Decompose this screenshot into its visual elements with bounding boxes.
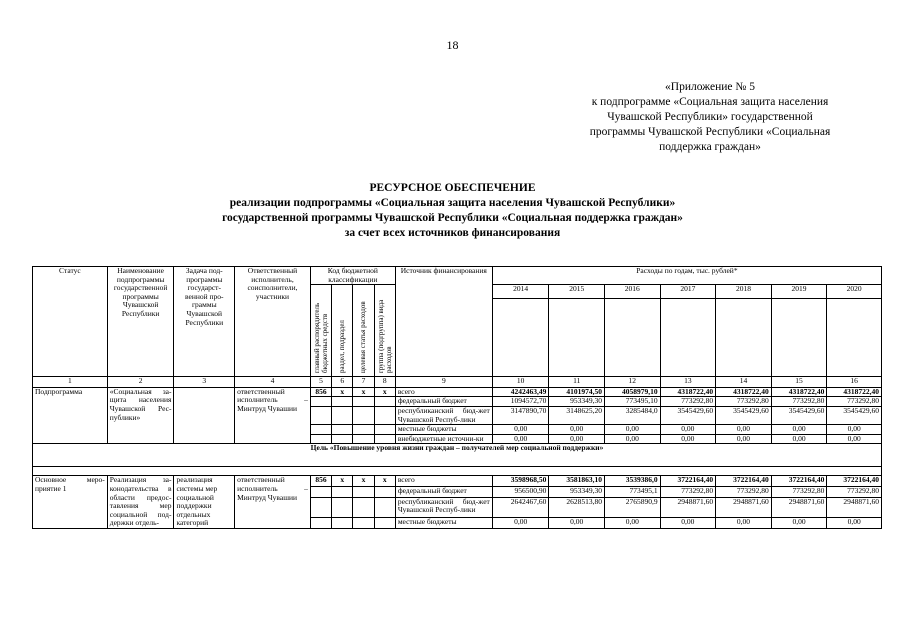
source-cell: всего (395, 387, 492, 397)
value-cell: 2628513,80 (549, 497, 605, 517)
appendix-line: программы Чувашской Республики «Социальная (589, 126, 831, 138)
code-cell (310, 434, 331, 444)
header-year-space (716, 298, 772, 376)
header-year: 2020 (827, 285, 882, 299)
code-cell: x (353, 387, 374, 397)
value-cell: 0,00 (605, 425, 661, 435)
header-year: 2018 (716, 285, 772, 299)
table-row (33, 476, 882, 487)
value-cell: 4318722,40 (716, 387, 772, 397)
code-cell (353, 434, 374, 444)
code-cell (332, 497, 353, 517)
header-status: Статус (33, 267, 108, 377)
code-cell (374, 497, 395, 517)
code-cell (310, 406, 331, 424)
code-cell (353, 397, 374, 407)
code-cell: x (374, 387, 395, 397)
appendix-line: к подпрограмме «Социальная защита населения (591, 96, 829, 108)
value-cell: 773495,1 (605, 487, 661, 498)
value-cell: 3545429,60 (660, 406, 716, 424)
value-cell: 2948871,60 (827, 497, 882, 517)
code-cell (353, 487, 374, 498)
code-cell (310, 425, 331, 435)
value-cell: 3148625,20 (549, 406, 605, 424)
column-number: 3 (174, 376, 235, 387)
code-cell (310, 397, 331, 407)
value-cell: 0,00 (660, 425, 716, 435)
title-line: РЕСУРСНОЕ ОБЕСПЕЧЕНИЕ (369, 182, 536, 194)
header-code-article (353, 285, 374, 377)
header-year-space (660, 298, 716, 376)
code-cell (353, 518, 374, 529)
code-cell (310, 497, 331, 517)
value-cell: 0,00 (492, 518, 549, 529)
source-cell: местные бюджеты (395, 425, 492, 435)
source-cell: местные бюджеты (395, 518, 492, 529)
value-cell: 2948871,60 (771, 497, 827, 517)
value-cell: 3722164,40 (827, 476, 882, 487)
value-cell: 0,00 (771, 434, 827, 444)
header-year: 2016 (605, 285, 661, 299)
header-year: 2017 (660, 285, 716, 299)
value-cell: 0,00 (605, 434, 661, 444)
code-cell (310, 487, 331, 498)
header-name: Наименование подпрограммы государственной программы Чувашской Республики (107, 267, 174, 377)
header-year-space (827, 298, 882, 376)
value-cell: 3545429,60 (771, 406, 827, 424)
code-cell (332, 434, 353, 444)
document-title (0, 181, 905, 241)
value-cell: 3598968,50 (492, 476, 549, 487)
value-cell: 0,00 (771, 425, 827, 435)
header-code-article-label: целевая статья расходов (359, 301, 368, 374)
code-cell (353, 425, 374, 435)
value-cell: 0,00 (660, 518, 716, 529)
source-cell: республиканский бюд-жет Чувашской Респуб-лики (395, 497, 492, 517)
spacer-row (33, 467, 882, 476)
measure-name: Реализация за-конодательства в области предос-тавления мер социальной под-держки отдель- (107, 476, 174, 529)
header-expenses: Расходы по годам, тыс. рублей* (492, 267, 881, 285)
column-number: 15 (771, 376, 827, 387)
goal-text: Цель «Повышение уровня жизни граждан – получателей мер социальной поддержки» (33, 444, 882, 467)
page-number: 18 (446, 38, 459, 52)
header-code-group-label: группа (подгруппа) вида расходов (376, 299, 393, 374)
value-cell: 2642467,60 (492, 497, 549, 517)
header-executor: Ответственный исполнитель, соисполнители, участники (235, 267, 311, 377)
column-number: 5 (310, 376, 331, 387)
column-number: 10 (492, 376, 549, 387)
column-number: 16 (827, 376, 882, 387)
source-cell: федеральный бюджет (395, 397, 492, 407)
appendix-note (560, 80, 860, 155)
header-task: Задача под-программы государст-венной про-граммы Чувашской Республики (174, 267, 235, 377)
column-number: 8 (374, 376, 395, 387)
header-year: 2019 (771, 285, 827, 299)
code-cell: x (374, 476, 395, 487)
header-code-section-label: раздел, подраздел (338, 320, 347, 374)
value-cell: 3539386,0 (605, 476, 661, 487)
value-cell: 956500,90 (492, 487, 549, 498)
value-cell: 3285484,0 (605, 406, 661, 424)
value-cell: 4058979,10 (605, 387, 661, 397)
value-cell: 4318722,40 (660, 387, 716, 397)
column-number: 7 (353, 376, 374, 387)
value-cell: 773292,80 (716, 487, 772, 498)
code-cell (353, 497, 374, 517)
header-year: 2015 (549, 285, 605, 299)
value-cell: 953349,30 (549, 487, 605, 498)
header-code-section (332, 285, 353, 377)
value-cell: 0,00 (660, 434, 716, 444)
code-cell: 856 (310, 387, 331, 397)
code-cell: x (332, 476, 353, 487)
value-cell: 773292,80 (827, 397, 882, 407)
value-cell: 0,00 (605, 518, 661, 529)
value-cell: 0,00 (492, 434, 549, 444)
value-cell: 0,00 (549, 518, 605, 529)
code-cell (374, 434, 395, 444)
value-cell: 3722164,40 (660, 476, 716, 487)
value-cell: 773292,80 (771, 487, 827, 498)
header-year-space (492, 298, 549, 376)
value-cell: 773292,80 (660, 487, 716, 498)
code-cell: x (332, 387, 353, 397)
source-cell: республиканский бюд-жет Чувашской Респуб-лики (395, 406, 492, 424)
value-cell: 0,00 (549, 434, 605, 444)
header-source: Источник финансирования (395, 267, 492, 377)
value-cell: 1094572,70 (492, 397, 549, 407)
value-cell: 2765890,9 (605, 497, 661, 517)
title-line: государственной программы Чувашской Республики «Социальная поддержка граждан» (222, 212, 683, 224)
value-cell: 3722164,40 (771, 476, 827, 487)
value-cell: 4318722,40 (827, 387, 882, 397)
code-cell (374, 406, 395, 424)
value-cell: 3545429,60 (827, 406, 882, 424)
code-cell (374, 518, 395, 529)
code-cell (332, 518, 353, 529)
value-cell: 773292,80 (771, 397, 827, 407)
value-cell: 4242463,49 (492, 387, 549, 397)
header-code-grbs (310, 285, 331, 377)
appendix-line: поддержка граждан» (659, 141, 761, 153)
value-cell: 773495,10 (605, 397, 661, 407)
value-cell: 0,00 (716, 434, 772, 444)
header-year-space (605, 298, 661, 376)
subprogram-task (174, 387, 235, 444)
value-cell: 0,00 (549, 425, 605, 435)
value-cell: 773292,80 (660, 397, 716, 407)
value-cell: 953349,30 (549, 397, 605, 407)
header-year-space (549, 298, 605, 376)
column-number: 13 (660, 376, 716, 387)
value-cell: 773292,80 (827, 487, 882, 498)
table-row (33, 387, 882, 397)
value-cell: 3545429,60 (716, 406, 772, 424)
column-number: 12 (605, 376, 661, 387)
goal-row (33, 444, 882, 467)
column-number: 4 (235, 376, 311, 387)
value-cell: 0,00 (492, 425, 549, 435)
column-number: 9 (395, 376, 492, 387)
code-cell (310, 518, 331, 529)
header-year-space (771, 298, 827, 376)
appendix-line: «Приложение № 5 (665, 81, 755, 93)
resource-table (32, 266, 882, 529)
value-cell: 0,00 (716, 425, 772, 435)
value-cell: 0,00 (716, 518, 772, 529)
title-line: за счет всех источников финансирования (344, 227, 561, 239)
subprogram-status: Подпрограмма (33, 387, 108, 444)
header-row (33, 267, 882, 285)
measure-executor: ответственный исполнитель – Минтруд Чувашии (235, 476, 311, 529)
subprogram-executor: ответственный исполнитель – Минтруд Чувашии (235, 387, 311, 444)
value-cell: 3581863,10 (549, 476, 605, 487)
column-number: 1 (33, 376, 108, 387)
value-cell: 0,00 (827, 518, 882, 529)
title-line: реализации подпрограммы «Социальная защита населения Чувашской Республики» (229, 197, 676, 209)
code-cell: x (353, 476, 374, 487)
code-cell (332, 487, 353, 498)
code-cell (374, 487, 395, 498)
column-number: 11 (549, 376, 605, 387)
value-cell: 773292,80 (716, 397, 772, 407)
header-code-grbs-label: главный распорядитель бюджетных средств (313, 302, 330, 374)
value-cell: 4101974,50 (549, 387, 605, 397)
value-cell: 0,00 (827, 434, 882, 444)
column-number: 14 (716, 376, 772, 387)
column-number: 6 (332, 376, 353, 387)
code-cell (332, 406, 353, 424)
value-cell: 0,00 (771, 518, 827, 529)
value-cell: 2948871,60 (716, 497, 772, 517)
measure-status: Основное меро-приятие 1 (33, 476, 108, 529)
appendix-line: Чувашской Республики» государственной (607, 111, 813, 123)
value-cell: 3147890,70 (492, 406, 549, 424)
code-cell (332, 397, 353, 407)
value-cell: 0,00 (827, 425, 882, 435)
source-cell: всего (395, 476, 492, 487)
code-cell: 856 (310, 476, 331, 487)
measure-task: реализация системы мер социальной поддержки отдельных категорий (174, 476, 235, 529)
spacer-cell (33, 467, 882, 476)
source-cell: федеральный бюджет (395, 487, 492, 498)
column-number-row (33, 376, 882, 387)
column-number: 2 (107, 376, 174, 387)
header-code-group (374, 285, 395, 377)
header-budget-code: Код бюджетной классификации (310, 267, 395, 285)
header-year: 2014 (492, 285, 549, 299)
code-cell (332, 425, 353, 435)
code-cell (353, 406, 374, 424)
value-cell: 2948871,60 (660, 497, 716, 517)
source-cell: внебюджетные источни-ки (395, 434, 492, 444)
subprogram-name: «Социальная за-щита населения Чувашской Рес-публики» (107, 387, 174, 444)
code-cell (374, 397, 395, 407)
value-cell: 4318722,40 (771, 387, 827, 397)
value-cell: 3722164,40 (716, 476, 772, 487)
code-cell (374, 425, 395, 435)
